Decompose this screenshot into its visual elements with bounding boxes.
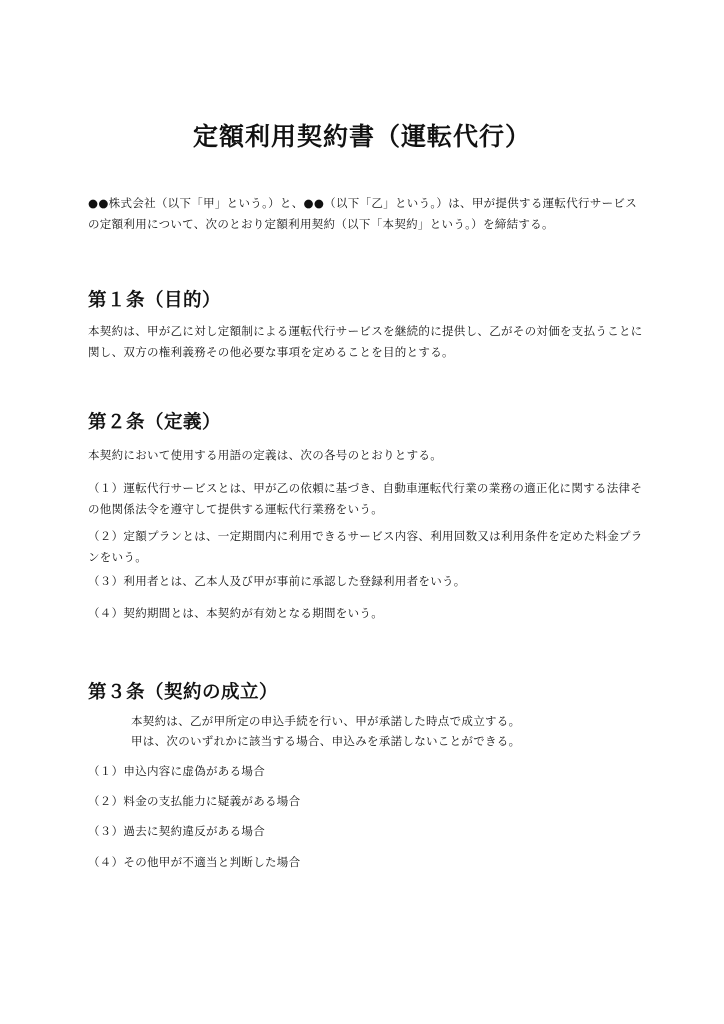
article-2-intro: 本契約において使用する用語の定義は、次の各号のとおりとする。 [88, 448, 442, 462]
article-3-item-4: （４）その他甲が不適当と判断した場合 [88, 855, 301, 869]
article-3-item-1: （１）申込内容に虚偽がある場合 [88, 764, 265, 778]
article-2-item-1: （１）運転代行サービスとは、甲が乙の依頼に基づき、自動車運転代行業の業務の適正化に関する法律その他関係法令を遵守して提供する運転代行業務をいう。 [88, 481, 643, 516]
article-3-heading: 第３条（契約の成立） [88, 682, 279, 703]
article-3-paragraph-2: 甲は、次のいずれかに該当する場合、申込みを承諾しないことができる。 [131, 734, 521, 748]
article-2-item-4: （４）契約期間とは、本契約が有効となる期間をいう。 [88, 606, 383, 620]
article-1-heading: 第１条（目的） [88, 290, 222, 311]
article-3-item-2: （２）料金の支払能力に疑義がある場合 [88, 794, 301, 808]
article-2-item-3: （３）利用者とは、乙本人及び甲が事前に承認した登録利用者をいう。 [88, 574, 466, 588]
article-1-body: 本契約は、甲が乙に対し定額制による運転代行サービスを継続的に提供し、乙がその対価を支払うことに関し、双方の権利義務その他必要な事項を定めることを目的とする。 [88, 324, 643, 359]
article-2-item-2: （２）定額プランとは、一定期間内に利用できるサービス内容、利用回数又は利用条件を定めた料金プランをいう。 [88, 529, 643, 564]
document-title: 定額利用契約書（運転代行） [192, 122, 531, 151]
preamble-paragraph: ●●株式会社（以下「甲」という。）と、●●（以下「乙」という。）は、甲が提供する運転代行サービスの定額利用について、次のとおり定額利用契約（以下「本契約」という。）を締結する。 [88, 196, 638, 231]
article-3-paragraph-1: 本契約は、乙が甲所定の申込手続を行い、甲が承諾した時点で成立する。 [131, 714, 521, 728]
article-2-heading: 第２条（定義） [88, 412, 222, 433]
article-3-item-3: （３）過去に契約違反がある場合 [88, 824, 265, 838]
